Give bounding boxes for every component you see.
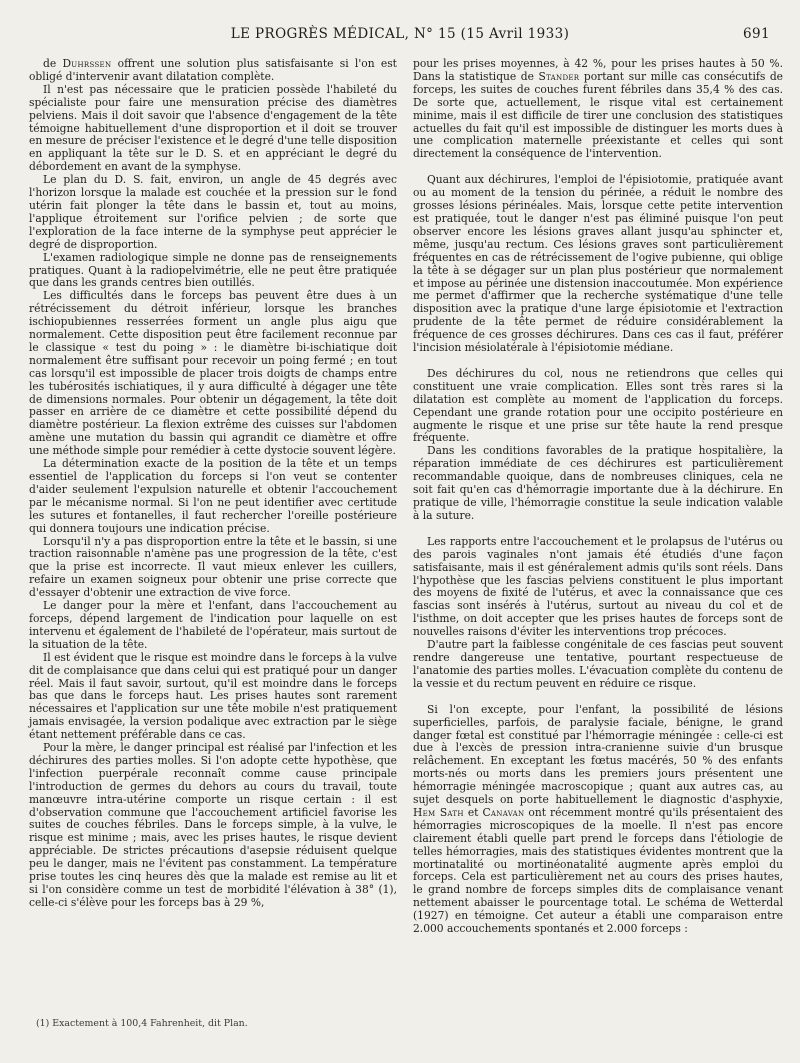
author-name: Stander — [538, 69, 580, 83]
paragraph — [413, 445, 783, 522]
paragraph-text: Dans les conditions favorables de la pratique hospitalière, la réparation immédiate de ces déchirures est particulièrement recommandable quoique, dans de nombreuses cliniques, cela ne soit fait qu'en cas d'hémorragie importante due à la déchirure. En pratique de ville, l'hémorragie constitue la seule indication valable à la suture. — [413, 444, 783, 522]
paragraph-text: D'autre part la faiblesse congénitale de ces fascias peut souvent rendre dangereuse une tentative, pourtant respectueuse de l'anatomie des parties molles. L'évacuation complète du contenu de la vessie et du rectum peuvent en réduire ce risque. — [413, 638, 783, 690]
paragraph — [413, 704, 783, 936]
page-number: 691 — [743, 26, 770, 42]
author-name: Canavan — [482, 805, 525, 819]
author-name: Duhrssen — [62, 57, 112, 70]
paragraph — [413, 174, 783, 355]
paragraph — [29, 652, 397, 742]
paragraph-text: L'examen radiologique simple ne donne pas de renseignements pratiques. Quant à la radiopelvimétrie, elle ne peut être pratiquée que dans les grands centres bien outillés. — [29, 250, 397, 290]
author-name: Hem Sath — [413, 805, 464, 819]
paragraph-text: Il n'est pas nécessaire que le praticien possède l'habileté du spécialiste pour faire une mensuration précise des diamètres pelviens. Mais il doit savoir que l'absence d'engagement de la tête témoigne habituellement d'une disproportion et il doit se trouver en mesure de préciser l'existence et le degré d'une telle disposition en appliquant la tête sur le D. S. et en appréciant le degré du débordement en avant de la symphyse. — [29, 82, 397, 174]
paragraph — [29, 58, 397, 84]
paragraph — [29, 84, 397, 174]
paragraph-text: Il est évident que le risque est moindre dans le forceps à la vulve dit de complaisance que dans celui qui est pratiqué pour un danger réel. Mais il faut savoir, surtout, qu'il est moindre dans le forceps bas que dans le forceps haut. Les prises hautes sont rarement nécessaires et l'application sur une tête mobile n'est pratiquement jamais envisagée, la version podalique avec extraction par le siège étant nettement préférable dans ce cas. — [29, 650, 397, 742]
paragraph — [29, 600, 397, 652]
paragraph-text: et — [463, 805, 483, 819]
paragraph-text: Quant aux déchirures, l'emploi de l'épisiotomie, pratiquée avant ou au moment de la tension du périnée, a réduit le nombre des grosses lésions périnéales. Mais, lorsque cette petite intervention est pratiquée, tout le danger n'est pas éliminé puisque l'on peut observer encore les lésions graves allant jusqu'au sphincter et, même, jusqu'au rectum. Ces lésions graves sont particulièrement fréquentes en cas de rétrécissement de l'ogive pubienne, qui oblige la tête à se dégager sur un plan plus postérieur que normalement et impose au périnée une distension inaccoutumée. Mon expérience me permet d'affirmer que la recherche systématique d'une telle disposition avec la pratique d'une large épisiotomie et l'extraction prudente de la tête permet de réduire considérablement la fréquence de ces grosses déchirures. Dans ces cas il faut, préférer l'incision mésiolatérale à l'épisiotomie médiane. — [413, 173, 783, 355]
paragraph — [29, 252, 397, 291]
footnote: (1) Exactement à 100,4 Fahrenheit, dit Plan. — [36, 1018, 248, 1029]
running-title: LE PROGRÈS MÉDICAL, N° 15 (15 Avril 1933) — [230, 26, 570, 42]
paragraph — [413, 58, 783, 161]
paragraph-text: Le plan du D. S. fait, environ, un angle de 45 degrés avec l'horizon lorsque la malade est couchée et la pression sur le fond utérin fait plonger la tête dans le bassin et, tout au moins, l'applique étroitement sur l'orifice pelvien ; de sorte que l'exploration de la face interne de la symphyse peut apprécier le degré de disproportion. — [29, 173, 397, 251]
paragraph-text: Des déchirures du col, nous ne retiendrons que celles qui constituent une vraie complication. Elles sont très rares si la dilatation est complète au moment de l'application du forceps. Cependant une grande rotation pour une occipito postérieure en augmente le risque et une prise sur tête haute la rend presque fréquente. — [413, 366, 783, 445]
paragraph-text: Les difficultés dans le forceps bas peuvent être dues à un rétrécissement du détroit inférieur, lorsque les branches ischiopubiennes resserrées forment un angle plus aigu que normalement. Cette disposition peut être facilement reconnue par le classique « test du poing » : le diamètre bi-ischiatique doit normalement être suffisant pour recevoir un poing fermé ; en tout cas lorsqu'il est impossible de placer trois doigts de champs entre les tubérosités ischiatiques, il y aura difficulté à dégager une tête de dimensions normales. Pour obtenir un dégagement, la tête doit passer en arrière de ce diamètre et cette possibilité dépend du diamètre postérieur. La flexion extrême des cuisses sur l'abdomen amène une mutation du bassin qui agrandit ce diamètre et offre une méthode simple pour remédier à cette dystocie souvent légère. — [29, 289, 397, 458]
paragraph — [29, 742, 397, 910]
page-header — [0, 26, 800, 46]
right-column — [413, 58, 783, 936]
paragraph-text: Les rapports entre l'accouchement et le prolapsus de l'utérus ou des parois vaginales n'ont jamais été étudiés d'une façon satisfaisante, mais il est généralement admis qu'ils sont réels. Dans l'hypothèse que les fascias pelviens constituent le plus important des moyens de fixité de l'utérus, et avec la connaissance que ces fascias sont insérés à l'utérus, surtout au niveau du col et de l'isthme, on doit accepter que les prises hautes de forceps sont de nouvelles raisons d'éviter les interventions trop précoces. — [413, 534, 783, 639]
paragraph — [413, 536, 783, 639]
paragraph-text: Le danger pour la mère et l'enfant, dans l'accouchement au forceps, dépend largement de l'indication pour laquelle on est intervenu et également de l'habileté de l'opérateur, mais surtout de la situation de la tête. — [29, 599, 397, 651]
paragraph-text: portant sur mille cas consécutifs de forceps, les suites de couches furent fébriles dans 35,4 % des cas. De sorte que, actuellement, le risque vital est certainement minime, mais il est difficile de tirer une conclusion des statistiques actuelles du fait qu'il est impossible de distinguer les morts dues à une complication maternelle préexistante et celles qui sont directement la conséquence de l'intervention. — [413, 69, 784, 161]
paragraph — [413, 639, 783, 691]
paragraph — [29, 174, 397, 251]
paragraph-text: offrent une solution plus satisfaisante si l'on est obligé d'intervenir avant dilatation complète. — [29, 57, 397, 83]
paragraph-text: de — [43, 57, 63, 70]
paragraph-text: ont récemment montré qu'ils présentaient des hémorragies microscopiques de la moelle. Il n'est pas encore clairement établi quelle part prend le forceps dans l'étiologie de telles hémorragies, mais des statistiques évidentes montrent que la mortinatalité ou mortinéonatalité augmente après emploi du forceps. Cela est particulièrement net au cours des prises hautes, le grand nombre de forceps simples dits de complaisance venant nettement abaisser le pourcentage total. Le schéma de Wetterdal (1927) en témoigne. Cet auteur a établi une comparaison entre 2.000 accouchements spontanés et 2.000 forceps : — [413, 805, 783, 936]
paragraph-text: pour les prises moyennes, à 42 %, pour les prises hautes à 50 %. Dans la statistique de — [413, 57, 783, 83]
paragraph — [29, 536, 397, 601]
paragraph-text: La détermination exacte de la position de la tête et un temps essentiel de l'application du forceps si l'on veut se contenter d'aider seulement l'expulsion naturelle et obtenir l'accouchement par le mécanisme normal. Si l'on ne peut identifier avec certitude les sutures et fontanelles, il faut rechercher l'oreille postérieure qui donnera toujours une indication précise. — [29, 457, 397, 535]
left-column — [29, 58, 397, 910]
paragraph — [29, 290, 397, 458]
paragraph-text: Si l'on excepte, pour l'enfant, la possibilité de lésions superficielles, parfois, de paralysie faciale, bénigne, le grand danger fœtal est constitué par l'hémorragie méningée : celle-ci est due à l'excès de pression intra-cranienne suivie d'un brusque relâchement. En exceptant les fœtus macérés, 50 % des enfants morts-nés ou morts dans les premiers jours présentent une hémorragie méningée macroscopique ; quant aux autres cas, au sujet desquels on porte habituellement le diagnostic d'asphyxie, — [413, 702, 783, 807]
paragraph — [413, 368, 783, 445]
paragraph-text: Pour la mère, le danger principal est réalisé par l'infection et les déchirures des parties molles. Si l'on adopte cette hypothèse, que l'infection puerpérale reconnaît comme cause principale l'introduction de germes du dehors au cours du travail, toute manœuvre intra-utérine comporte un risque certain : il est d'observation commune que l'accouchement artificiel favorise les suites de couches fébriles. Dans le forceps simple, à la vulve, le risque est minime ; mais, avec les prises hautes, le risque devient appréciable. De strictes précautions d'asepsie réduisent quelque peu le danger, mais ne l'évitent pas constamment. La température prise toutes les cinq heures dès que la malade est remise au lit et si l'on considère comme un test de morbidité l'élévation à 38° (1), celle-ci s'élève pour les forceps bas à 29 %, — [29, 741, 397, 909]
paragraph — [29, 458, 397, 535]
paragraph-text: Lorsqu'il n'y a pas disproportion entre la tête et le bassin, si une traction raisonnable n'amène pas une progression de la tête, c'est que la prise est incorrecte. Il vaut mieux enlever les cuillers, refaire un examen soigneux pour obtenir une prise correcte que d'essayer d'obtenir une extraction de vive force. — [29, 534, 397, 600]
